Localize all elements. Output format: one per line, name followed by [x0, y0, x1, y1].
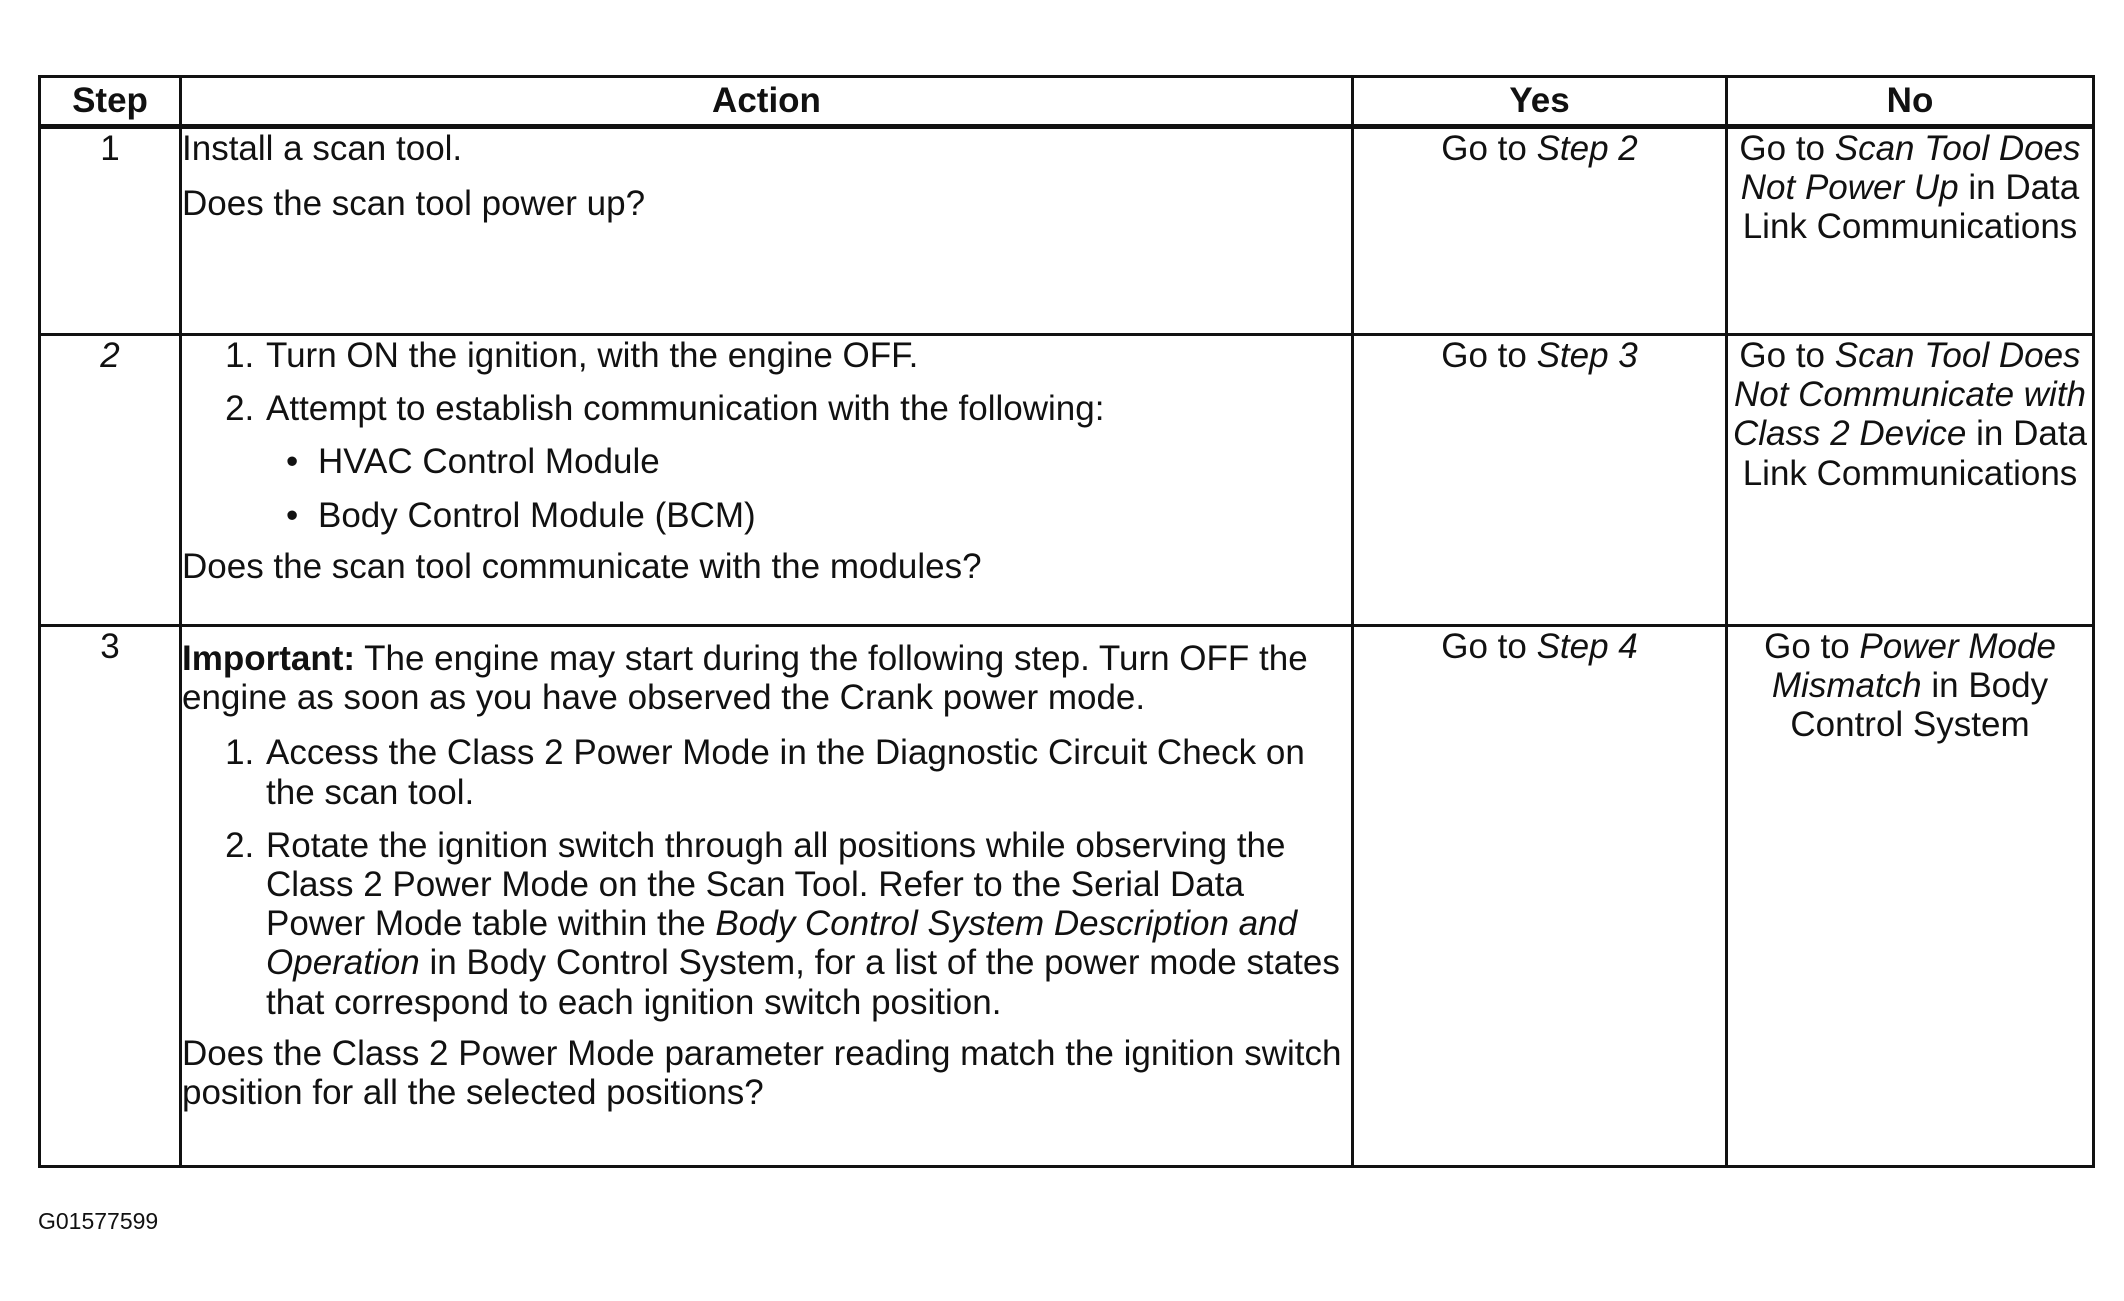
- step-number: 2: [40, 335, 181, 626]
- figure-id: G01577599: [38, 1208, 159, 1234]
- header-row: [40, 77, 2094, 127]
- no-prefix: Go to: [1739, 129, 1835, 168]
- action-cell: [181, 335, 1353, 626]
- no-cell: [1727, 335, 2094, 626]
- action-cell: [181, 626, 1353, 1167]
- table-row-step-3: [40, 626, 2094, 1167]
- module-bullet-list: [266, 442, 1351, 534]
- no-suffix: in Data Link Communications: [1742, 168, 2080, 247]
- no-suffix: in Body Control System: [1790, 666, 2049, 745]
- no-cell: [1727, 626, 2094, 1167]
- important-text: The engine may start during the following step. Turn OFF the engine as soon as you have observed the Crank power mode.: [182, 639, 1308, 718]
- no-suffix: in Data Link Communications: [1742, 414, 2088, 493]
- action-question: Does the scan tool power up?: [182, 184, 646, 224]
- yes-cell: [1353, 335, 1727, 626]
- action-cell: [181, 127, 1353, 335]
- step-number: 3: [40, 626, 181, 1167]
- important-label: Important:: [182, 639, 356, 678]
- table-row-step-1: [40, 127, 2094, 335]
- yes-step-link[interactable]: Step 3: [1536, 336, 1638, 375]
- action-steps-list: [182, 336, 1351, 535]
- bullet-item: • Body Control Module (BCM): [316, 496, 1351, 535]
- yes-cell: [1353, 127, 1727, 335]
- action-step-text-cont: in Body Control System, for a list of the power mode states that correspond to each ignition switch position.: [266, 943, 1340, 1022]
- diagnostic-table-wrapper: [38, 75, 2092, 1168]
- no-prefix: Go to: [1739, 336, 1835, 375]
- action-question: Does the scan tool communicate with the modules?: [182, 546, 982, 586]
- step-number: 1: [40, 127, 181, 335]
- yes-prefix: Go to: [1441, 336, 1537, 375]
- table-row-step-2: [40, 335, 2094, 626]
- yes-prefix: Go to: [1441, 627, 1537, 666]
- header-no: No: [1727, 77, 2094, 127]
- action-step-item: 1. Turn ON the ignition, with the engine OFF.: [264, 336, 1351, 375]
- no-reference-link[interactable]: Scan Tool Does Not Communicate with Class 2 Device: [1732, 336, 2087, 454]
- body-control-reference-link[interactable]: Body Control System Description and Operation: [266, 904, 1298, 983]
- action-step-text: Attempt to establish communication with the following:: [266, 389, 1105, 429]
- header-action: Action: [181, 77, 1353, 127]
- no-prefix: Go to: [1764, 627, 1860, 666]
- action-step-item: [264, 826, 1351, 1022]
- header-yes: Yes: [1353, 77, 1727, 127]
- yes-step-link[interactable]: Step 4: [1536, 627, 1638, 666]
- action-question: Does the Class 2 Power Mode parameter reading match the ignition switch position for all the selected positions?: [182, 1033, 1342, 1112]
- action-step-text: Rotate the ignition switch through all positions while observing the Class 2 Power Mode on the Scan Tool. Refer to the Serial Data Power Mode table within the: [266, 825, 1286, 944]
- bullet-item: • HVAC Control Module: [316, 442, 1351, 481]
- important-note: [182, 627, 1351, 717]
- yes-step-link[interactable]: Step 2: [1536, 129, 1638, 168]
- diagnostic-table: [38, 75, 2095, 1168]
- action-instruction: Install a scan tool.: [182, 129, 463, 168]
- no-reference-link[interactable]: Power Mode Mismatch: [1771, 627, 2056, 706]
- yes-prefix: Go to: [1441, 129, 1537, 168]
- table-body: [40, 127, 2094, 1167]
- no-reference-link[interactable]: Scan Tool Does Not Power Up: [1740, 129, 2081, 208]
- action-step-item: [264, 389, 1351, 535]
- action-step-item: 1. Access the Class 2 Power Mode in the Diagnostic Circuit Check on the scan tool.: [264, 733, 1351, 811]
- table-header: [40, 77, 2094, 127]
- no-cell: [1727, 127, 2094, 335]
- action-steps-list: [182, 733, 1351, 1021]
- yes-cell: [1353, 626, 1727, 1167]
- header-step: Step: [40, 77, 181, 127]
